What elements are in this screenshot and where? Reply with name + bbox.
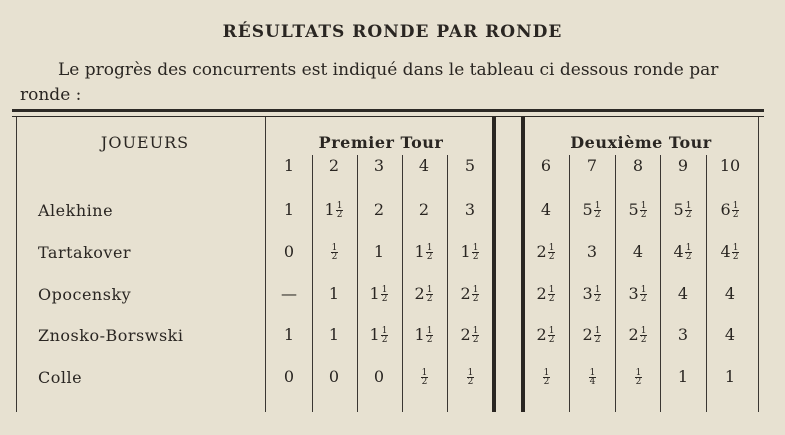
score-cell: 3 [677, 325, 689, 344]
fraction-glyph: $\frac{1}{2}$ [426, 243, 433, 262]
score-cell: 2 $\frac{1}{2}$ [460, 284, 479, 304]
round-number-3: 3 [373, 156, 385, 175]
score-cell: 1 [724, 367, 736, 386]
round-divider-line [569, 155, 570, 412]
round-number-6: 6 [540, 156, 552, 175]
score-cell: 1 [373, 242, 385, 261]
score-cell: 4 $\frac{1}{2}$ [720, 242, 739, 262]
score-cell: 2 $\frac{1}{2}$ [536, 325, 555, 345]
score-cell [403, 366, 445, 388]
score-cell: 1 $\frac{1}{2}$ [369, 325, 388, 345]
fraction-glyph: $\frac{1}{2}$ [331, 243, 338, 262]
fraction-glyph: $\frac{1}{2}$ [426, 285, 433, 304]
score-cell: 4 [632, 242, 644, 261]
round-divider-line [706, 155, 707, 412]
fraction-glyph: $\frac{1}{2}$ [426, 326, 433, 345]
round-number-5: 5 [464, 156, 476, 175]
joueurs-header: JOUEURS [100, 133, 190, 152]
score-cell: 1 $\frac{1}{2}$ [324, 200, 343, 220]
fraction-glyph: $\frac{1}{2}$ [421, 368, 428, 387]
fraction-glyph: $\frac{1}{2}$ [732, 243, 739, 262]
score-cell: 1 [677, 367, 689, 386]
score-cell: 1 $\frac{1}{2}$ [369, 284, 388, 304]
fraction-glyph: $\frac{1}{2}$ [543, 368, 550, 387]
fraction-glyph: $\frac{1}{2}$ [640, 326, 647, 345]
round-divider-line [447, 155, 448, 412]
left-border-line [16, 117, 17, 412]
fraction-glyph: $\frac{1}{2}$ [640, 201, 647, 220]
round-divider-line [660, 155, 661, 412]
score-cell: 4 [724, 325, 736, 344]
top-rule-thin [12, 116, 764, 117]
score-cell: 0 [283, 242, 295, 261]
fraction-glyph: $\frac{1}{2}$ [381, 285, 388, 304]
round-number-10: 10 [719, 156, 741, 175]
joueurs-divider-line [265, 117, 266, 412]
score-cell: 4 $\frac{1}{2}$ [673, 242, 692, 262]
fraction-glyph: $\frac{1}{2}$ [685, 243, 692, 262]
score-cell: 0 [328, 367, 340, 386]
fraction-glyph: $\frac{1}{2}$ [548, 326, 555, 345]
fraction-glyph: $\frac{1}{2}$ [467, 368, 474, 387]
right-border-line [758, 117, 759, 412]
round-number-9: 9 [677, 156, 689, 175]
score-cell: 2 [373, 200, 385, 219]
round-number-4: 4 [418, 156, 430, 175]
fraction-glyph: $\frac{1}{2}$ [548, 243, 555, 262]
player-name: Opocensky [38, 285, 132, 304]
score-cell [449, 366, 491, 388]
score-cell: 6 $\frac{1}{2}$ [720, 200, 739, 220]
score-cell: 3 [464, 200, 476, 219]
score-cell [313, 241, 355, 263]
score-cell: 3 [586, 242, 598, 261]
score-cell: 1 $\frac{1}{2}$ [460, 242, 479, 262]
fraction-glyph: $\frac{1}{2}$ [472, 285, 479, 304]
score-cell: 2 $\frac{1}{2}$ [414, 284, 433, 304]
tour-divider-thick [492, 117, 496, 412]
fraction-glyph: $\frac{1}{2}$ [594, 285, 601, 304]
score-cell: 0 [373, 367, 385, 386]
fraction-glyph: $\frac{1}{2}$ [472, 326, 479, 345]
score-cell: 5 $\frac{1}{2}$ [673, 200, 692, 220]
score-cell: 1 $\frac{1}{2}$ [414, 325, 433, 345]
score-cell: 5 $\frac{1}{2}$ [582, 200, 601, 220]
deuxieme-tour-header: Deuxième Tour [570, 133, 712, 152]
fraction-glyph: $\frac{1}{2}$ [640, 285, 647, 304]
round-number-7: 7 [586, 156, 598, 175]
score-cell: 1 [328, 325, 340, 344]
score-cell [617, 366, 659, 388]
fraction-glyph: $\frac{1}{4}$ [589, 368, 596, 387]
fraction-glyph: $\frac{1}{2}$ [594, 326, 601, 345]
score-cell: 2 $\frac{1}{2}$ [536, 284, 555, 304]
score-cell: 2 $\frac{1}{2}$ [628, 325, 647, 345]
round-number-1: 1 [283, 156, 295, 175]
page-title: RÉSULTATS RONDE PAR RONDE [222, 22, 563, 42]
score-cell: 2 $\frac{1}{2}$ [460, 325, 479, 345]
score-cell [571, 366, 613, 388]
fraction-glyph: $\frac{1}{2}$ [732, 201, 739, 220]
score-cell: — [281, 284, 297, 303]
score-cell: 5 $\frac{1}{2}$ [628, 200, 647, 220]
top-rule-thick [12, 109, 764, 112]
score-cell: 3 $\frac{1}{2}$ [628, 284, 647, 304]
score-cell: 4 [540, 200, 552, 219]
player-name: Znosko-Borswski [38, 326, 184, 345]
fraction-glyph: $\frac{1}{2}$ [336, 201, 343, 220]
intro-paragraph: Le progrès des concurrents est indiqué dans le tableau ci dessous ronde par ronde : [20, 60, 719, 105]
score-cell: 1 [283, 325, 295, 344]
player-name: Tartakover [38, 243, 132, 262]
fraction-glyph: $\frac{1}{2}$ [381, 326, 388, 345]
player-name: Alekhine [38, 201, 114, 220]
score-cell: 0 [283, 367, 295, 386]
fraction-glyph: $\frac{1}{2}$ [548, 285, 555, 304]
score-cell: 4 [677, 284, 689, 303]
score-cell [525, 366, 567, 388]
score-cell: 1 [328, 284, 340, 303]
score-cell: 3 $\frac{1}{2}$ [582, 284, 601, 304]
score-cell: 1 [283, 200, 295, 219]
round-number-8: 8 [632, 156, 644, 175]
score-cell: 4 [724, 284, 736, 303]
score-cell: 1 $\frac{1}{2}$ [414, 242, 433, 262]
round-divider-line [615, 155, 616, 412]
fraction-glyph: $\frac{1}{2}$ [635, 368, 642, 387]
premier-tour-header: Premier Tour [318, 133, 444, 152]
fraction-glyph: $\frac{1}{2}$ [594, 201, 601, 220]
score-cell: 2 $\frac{1}{2}$ [582, 325, 601, 345]
fraction-glyph: $\frac{1}{2}$ [685, 201, 692, 220]
score-cell: 2 [418, 200, 430, 219]
fraction-glyph: $\frac{1}{2}$ [472, 243, 479, 262]
round-number-2: 2 [328, 156, 340, 175]
player-name: Colle [38, 368, 83, 387]
score-cell: 2 $\frac{1}{2}$ [536, 242, 555, 262]
